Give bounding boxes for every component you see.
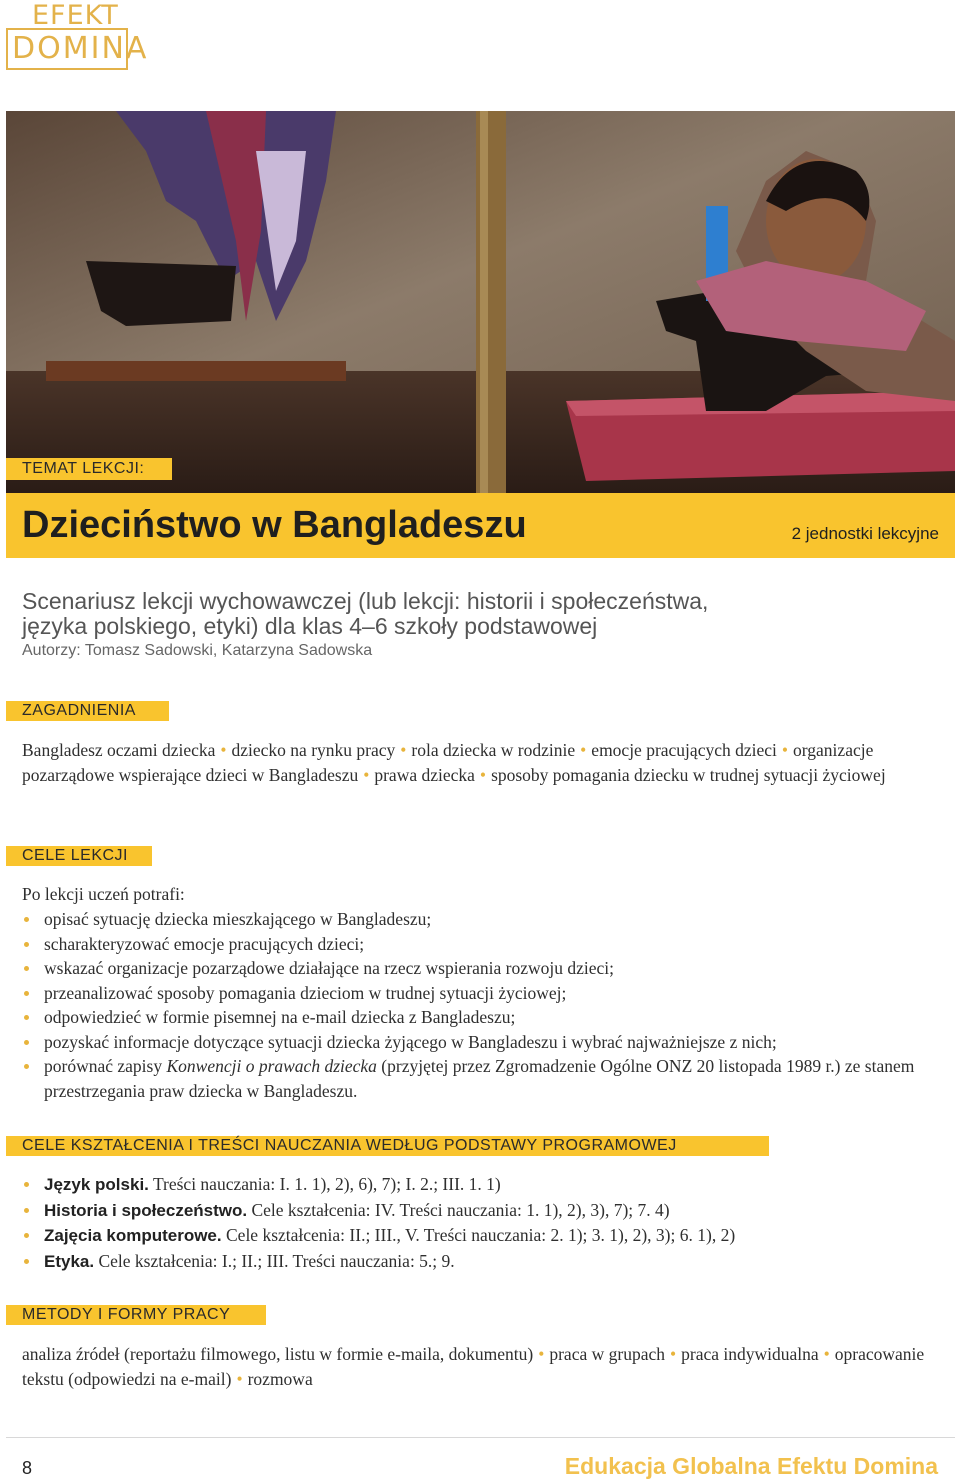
page-number: 8 bbox=[22, 1458, 33, 1478]
list-item: analiza źródeł (reportażu filmowego, listu w formie e-maila, dokumentu) bbox=[22, 1344, 534, 1364]
list-item: prawa dziecka bbox=[374, 764, 475, 785]
header-photo bbox=[6, 111, 955, 493]
list-item bbox=[22, 1223, 932, 1249]
section-label-metody: METODY I FORMY PRACY bbox=[6, 1305, 266, 1325]
list-item: praca w grupach bbox=[549, 1344, 665, 1364]
subject-details: Treści nauczania: I. 1. 1), 2), 6), 7); I. 2.; III. 1. 1) bbox=[148, 1174, 501, 1194]
bullet-dot-icon: • bbox=[781, 740, 789, 760]
title-bar bbox=[6, 493, 955, 558]
list-item: opisać sytuację dziecka mieszkającego w Bangladeszu; bbox=[22, 907, 932, 932]
list-item-text: (przyjętej przez Zgromadzenie Ogólne ONZ 20 listopada 1989 r.) ze stanem przestrzegania praw dziecka w Bangladeszu. bbox=[44, 1056, 915, 1101]
list-item-text: porównać zapisy bbox=[44, 1056, 167, 1076]
list-item: opracowanie tekstu (odpowiedzi na e-mail) bbox=[22, 1344, 925, 1389]
zagadnienia-list bbox=[22, 738, 932, 787]
footer-brand: Edukacja Globalna Efektu Domina bbox=[564, 1453, 938, 1479]
list-item: dziecko na rynku pracy bbox=[231, 740, 396, 760]
metody-list bbox=[22, 1342, 932, 1391]
list-item: sposoby pomagania dziecku w trudnej sytuacji życiowej bbox=[491, 764, 886, 785]
bullet-dot-icon: • bbox=[220, 740, 227, 760]
list-item: rola dziecka w rodzinie bbox=[411, 740, 576, 760]
page-title: Dzieciństwo w Bangladeszu bbox=[22, 504, 527, 546]
list-item bbox=[22, 1198, 932, 1224]
subtitle-line: Scenariusz lekcji wychowawczej (lub lekcji: historii i społeczeństwa, bbox=[22, 588, 709, 614]
list-item: praca indywidualna bbox=[681, 1344, 819, 1364]
bullet-dot-icon: • bbox=[236, 1368, 243, 1389]
list-item: wskazać organizacje pozarządowe działające na rzecz wspierania rozwoju dzieci; bbox=[22, 956, 932, 981]
bullet-dot-icon: • bbox=[400, 740, 407, 760]
scenario-subtitle bbox=[22, 589, 922, 639]
bullet-dot-icon: • bbox=[363, 764, 370, 785]
cele-list bbox=[22, 907, 932, 1103]
logo-line-2: DOMINA bbox=[12, 31, 149, 66]
subject-details: Cele kształcenia: I.; II.; III. Treści nauczania: 5.; 9. bbox=[94, 1250, 455, 1271]
subject-details: Cele kształcenia: IV. Treści nauczania: 1. 1), 2), 3), 7); 7. 4) bbox=[247, 1199, 670, 1220]
subject-details: Cele kształcenia: II.; III., V. Treści nauczania: 2. 1); 3. 1), 2), 3); 6. 1), 2) bbox=[221, 1225, 736, 1245]
list-item: emocje pracujących dzieci bbox=[591, 740, 777, 760]
bullet-dot-icon: • bbox=[669, 1344, 677, 1364]
photo-child-sewing-machine-icon bbox=[6, 111, 955, 493]
list-item: rozmowa bbox=[247, 1368, 313, 1389]
bullet-dot-icon: • bbox=[580, 740, 587, 760]
subtitle-line: języka polskiego, etyki) dla klas 4–6 szkoły podstawowej bbox=[22, 613, 598, 639]
list-item bbox=[22, 1249, 932, 1275]
convention-title: Konwencji o prawach dziecka bbox=[166, 1056, 377, 1076]
bullet-dot-icon: • bbox=[479, 764, 487, 785]
list-item: scharakteryzować emocje pracujących dzieci; bbox=[22, 932, 932, 957]
section-label-cele: CELE LEKCJI bbox=[6, 846, 152, 866]
efekt-domina-logo bbox=[6, 0, 149, 70]
topic-label: TEMAT LEKCJI: bbox=[6, 458, 172, 480]
logo-line-1: EFEKT bbox=[32, 0, 119, 31]
subject-name: Historia i społeczeństwo. bbox=[44, 1200, 248, 1220]
list-item: organizacje pozarządowe wspierające dzieci w Bangladeszu bbox=[22, 740, 874, 785]
section-label-podstawa: CELE KSZTAŁCENIA I TREŚCI NAUCZANIA WEDŁUG PODSTAWY PROGRAMOWEJ bbox=[6, 1136, 769, 1156]
footer-divider bbox=[6, 1437, 955, 1438]
list-item bbox=[22, 1054, 932, 1103]
podstawa-list bbox=[22, 1172, 932, 1274]
lesson-units: 2 jednostki lekcyjne bbox=[791, 524, 939, 543]
list-item: odpowiedzieć w formie pisemnej na e-mail dziecka z Bangladeszu; bbox=[22, 1005, 932, 1030]
list-item: przeanalizować sposoby pomagania dzieciom w trudnej sytuacji życiowej; bbox=[22, 981, 932, 1006]
subject-name: Język polski. bbox=[44, 1175, 149, 1194]
list-item: Bangladesz oczami dziecka bbox=[22, 740, 216, 760]
cele-intro: Po lekcji uczeń potrafi: bbox=[22, 884, 185, 904]
subject-name: Etyka. bbox=[44, 1251, 95, 1271]
list-item: pozyskać informacje dotyczące sytuacji dziecka żyjącego w Bangladeszu i wybrać najważniejsze z nich; bbox=[22, 1030, 932, 1055]
subject-name: Zajęcia komputerowe. bbox=[44, 1226, 222, 1245]
list-item bbox=[22, 1172, 932, 1198]
bullet-dot-icon: • bbox=[823, 1344, 830, 1364]
bullet-dot-icon: • bbox=[538, 1344, 545, 1364]
section-label-zagadnienia: ZAGADNIENIA bbox=[6, 701, 169, 721]
authors: Autorzy: Tomasz Sadowski, Katarzyna Sadowska bbox=[22, 642, 373, 659]
